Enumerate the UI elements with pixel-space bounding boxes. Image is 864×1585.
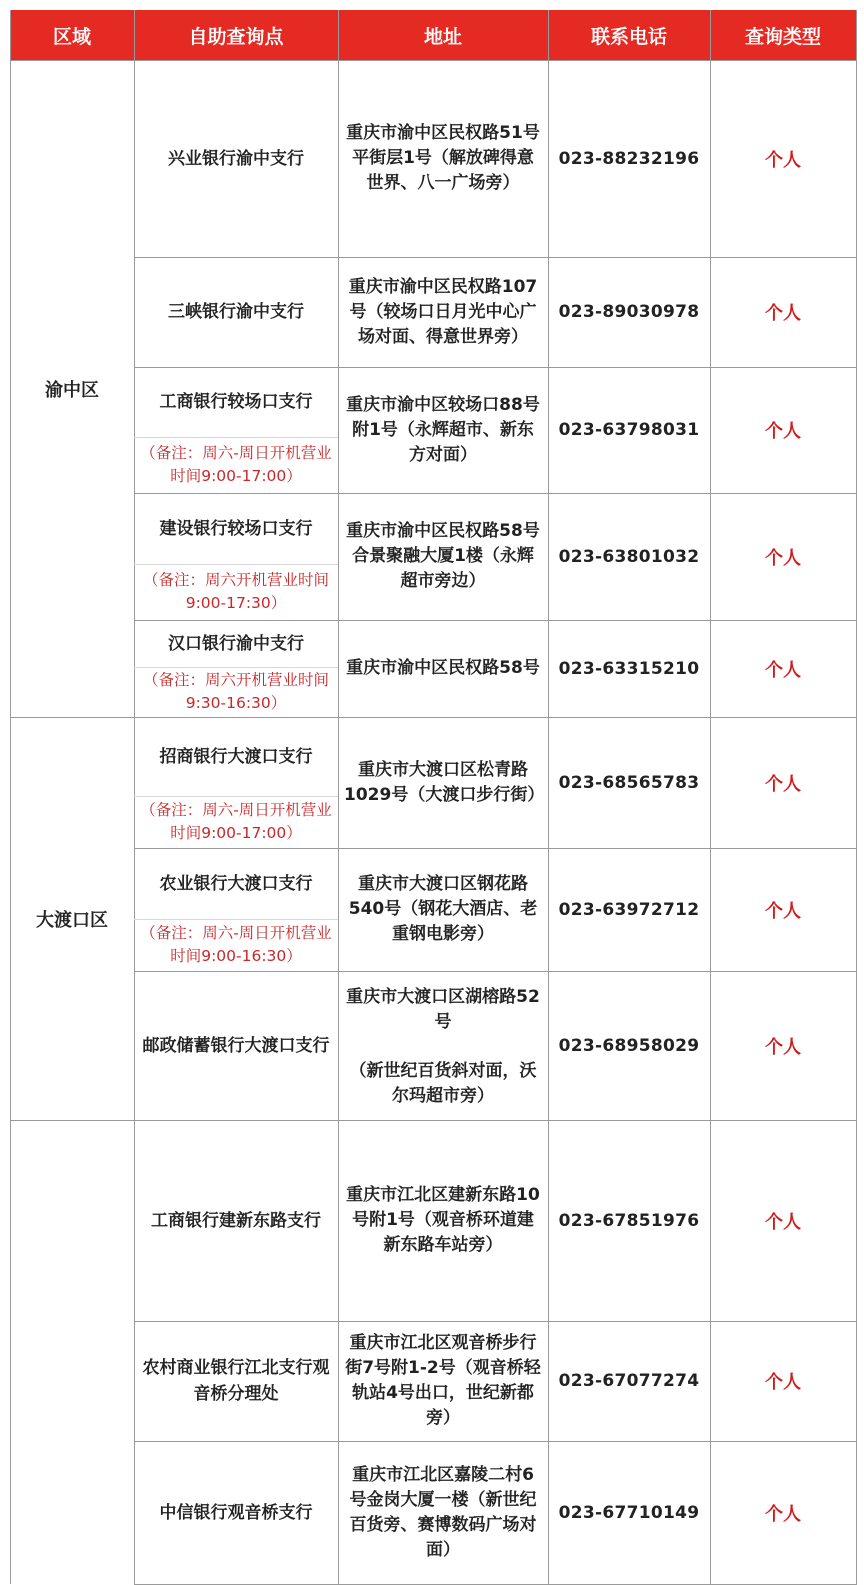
query-type: 个人 [765, 303, 801, 324]
branch-name: 三峡银行渝中支行 [168, 302, 304, 322]
query-type: 个人 [765, 1372, 801, 1393]
query-type: 个人 [765, 773, 801, 795]
branch-name: 工商银行较场口支行 [159, 392, 313, 412]
branch-name: 建设银行较场口支行 [159, 518, 313, 539]
branch-note: （备注：周六开机营业时间9:00-17:30） [142, 571, 329, 612]
address: 重庆市渝中区民权路51号平街层1号（解放碑得意世界、八一广场旁） [346, 123, 540, 193]
branch-name: 兴业银行渝中支行 [168, 148, 304, 169]
phone-number: 023-63315210 [558, 658, 700, 679]
query-type: 个人 [765, 1211, 801, 1233]
address: 重庆市大渡口区钢花路540号（钢花大酒店、老重钢电影旁） [348, 874, 538, 944]
phone-number: 023-67851976 [558, 1210, 700, 1231]
phone-number: 023-63972712 [558, 899, 700, 920]
address: 重庆市渝中区民权路58号合景聚融大厦1楼（永辉超市旁边） [346, 521, 540, 591]
query-type: 个人 [765, 659, 801, 681]
header-address: 地址 [423, 25, 462, 48]
branch-name: 招商银行大渡口支行 [159, 746, 313, 767]
address: 重庆市渝中区较场口88号附1号（永辉超市、新东方对面） [346, 394, 540, 465]
region-cell: 渝中区 [45, 379, 99, 401]
query-type: 个人 [765, 547, 801, 569]
column-divider [856, 10, 857, 1584]
phone-number: 023-68565783 [558, 772, 700, 793]
query-type: 个人 [765, 421, 801, 442]
header-region: 区域 [52, 25, 91, 48]
phone-number: 023-68958029 [558, 1035, 700, 1056]
phone-number: 023-67077274 [558, 1371, 700, 1391]
phone-number: 023-67710149 [558, 1502, 700, 1523]
phone-number: 023-63801032 [558, 546, 700, 567]
branch-note: （备注：周六-周日开机营业时间9:00-16:30） [140, 924, 332, 965]
branch-note: （备注：周六开机营业时间9:30-16:30） [142, 671, 329, 712]
address: 重庆市大渡口区松青路1029号（大渡口步行街） [344, 759, 545, 805]
phone-number: 023-88232196 [558, 148, 700, 169]
query-type: 个人 [765, 1503, 801, 1525]
branch-note: （备注：周六-周日开机营业时间9:00-17:00） [140, 444, 332, 485]
query-type: 个人 [765, 149, 801, 171]
query-type: 个人 [765, 900, 801, 922]
address: 重庆市渝中区民权路58号 [346, 658, 540, 678]
branch-name: 农村商业银行江北支行观音桥分理处 [142, 1358, 330, 1404]
phone-number: 023-63798031 [558, 420, 700, 440]
branch-name: 邮政储蓄银行大渡口支行 [142, 1035, 330, 1056]
branch-note: （备注：周六-周日开机营业时间9:00-17:00） [140, 801, 332, 842]
query-type: 个人 [765, 1036, 801, 1058]
address: 重庆市大渡口区湖榕路52号 [346, 986, 540, 1032]
address: 重庆市江北区观音桥步行街7号附1-2号（观音桥轻轨站4号出口，世纪新都旁） [345, 1333, 541, 1428]
address: 重庆市渝中区民权路107号（较场口日月光中心广场对面、得意世界旁） [348, 276, 538, 347]
header-phone: 联系电话 [590, 25, 667, 48]
address: 重庆市江北区嘉陵二村6号金岗大厦一楼（新世纪百货旁、赛博数码广场对面） [349, 1464, 537, 1560]
branch-name: 中信银行观音桥支行 [159, 1502, 313, 1523]
branch-name: 农业银行大渡口支行 [159, 873, 313, 894]
phone-number: 023-89030978 [558, 302, 700, 322]
address: 重庆市江北区建新东路10号附1号（观音桥环道建新东路车站旁） [346, 1185, 540, 1255]
header-type: 查询类型 [744, 25, 821, 48]
region-cell: 大渡口区 [36, 909, 108, 931]
address-extra: （新世纪百货斜对面，沃尔玛超市旁） [349, 1061, 537, 1106]
region-cell [10, 1120, 134, 1584]
branch-name: 汉口银行渝中支行 [168, 633, 304, 654]
header-point: 自助查询点 [188, 25, 284, 48]
branch-name: 工商银行建新东路支行 [151, 1210, 321, 1231]
